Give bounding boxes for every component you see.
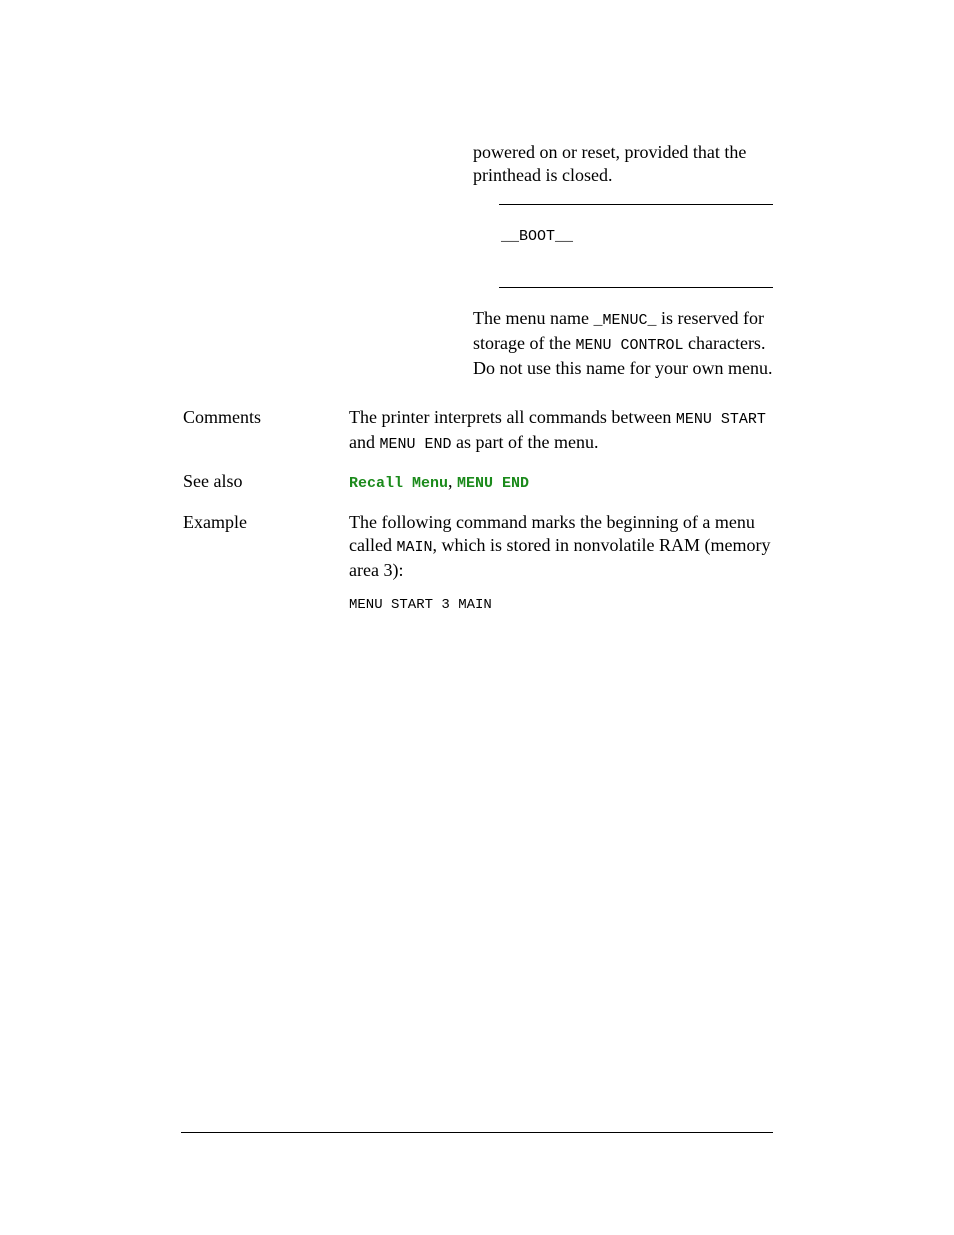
see-also-links: Recall Menu, MENU END [349, 471, 530, 492]
recall-menu-link[interactable]: Recall Menu [349, 475, 449, 492]
example-code-line: MENU START 3 MAIN [349, 597, 492, 613]
reserved-name-note: The menu name _MENUC_ is reserved for storage of the MENU CONTROL characters. Do not use this name for your own menu. [473, 308, 773, 378]
note-continuation: powered on or reset, provided that the printhead is closed. [473, 142, 747, 185]
boot-box-top-rule [499, 204, 773, 205]
comments-label: Comments [183, 407, 262, 427]
example-label: Example [183, 512, 247, 532]
example-text: The following command marks the beginning of a menu called MAIN, which is stored in nonvolatile RAM (memory area 3): [349, 512, 771, 580]
boot-box-bottom-rule [499, 287, 773, 288]
menu-end-link[interactable]: MENU END [457, 475, 530, 492]
see-also-label: See also [183, 471, 243, 491]
comments-text: The printer interprets all commands between MENU START and MENU END as part of the menu. [349, 407, 766, 453]
boot-code: __BOOT__ [501, 228, 574, 245]
footer-rule [181, 1132, 773, 1133]
